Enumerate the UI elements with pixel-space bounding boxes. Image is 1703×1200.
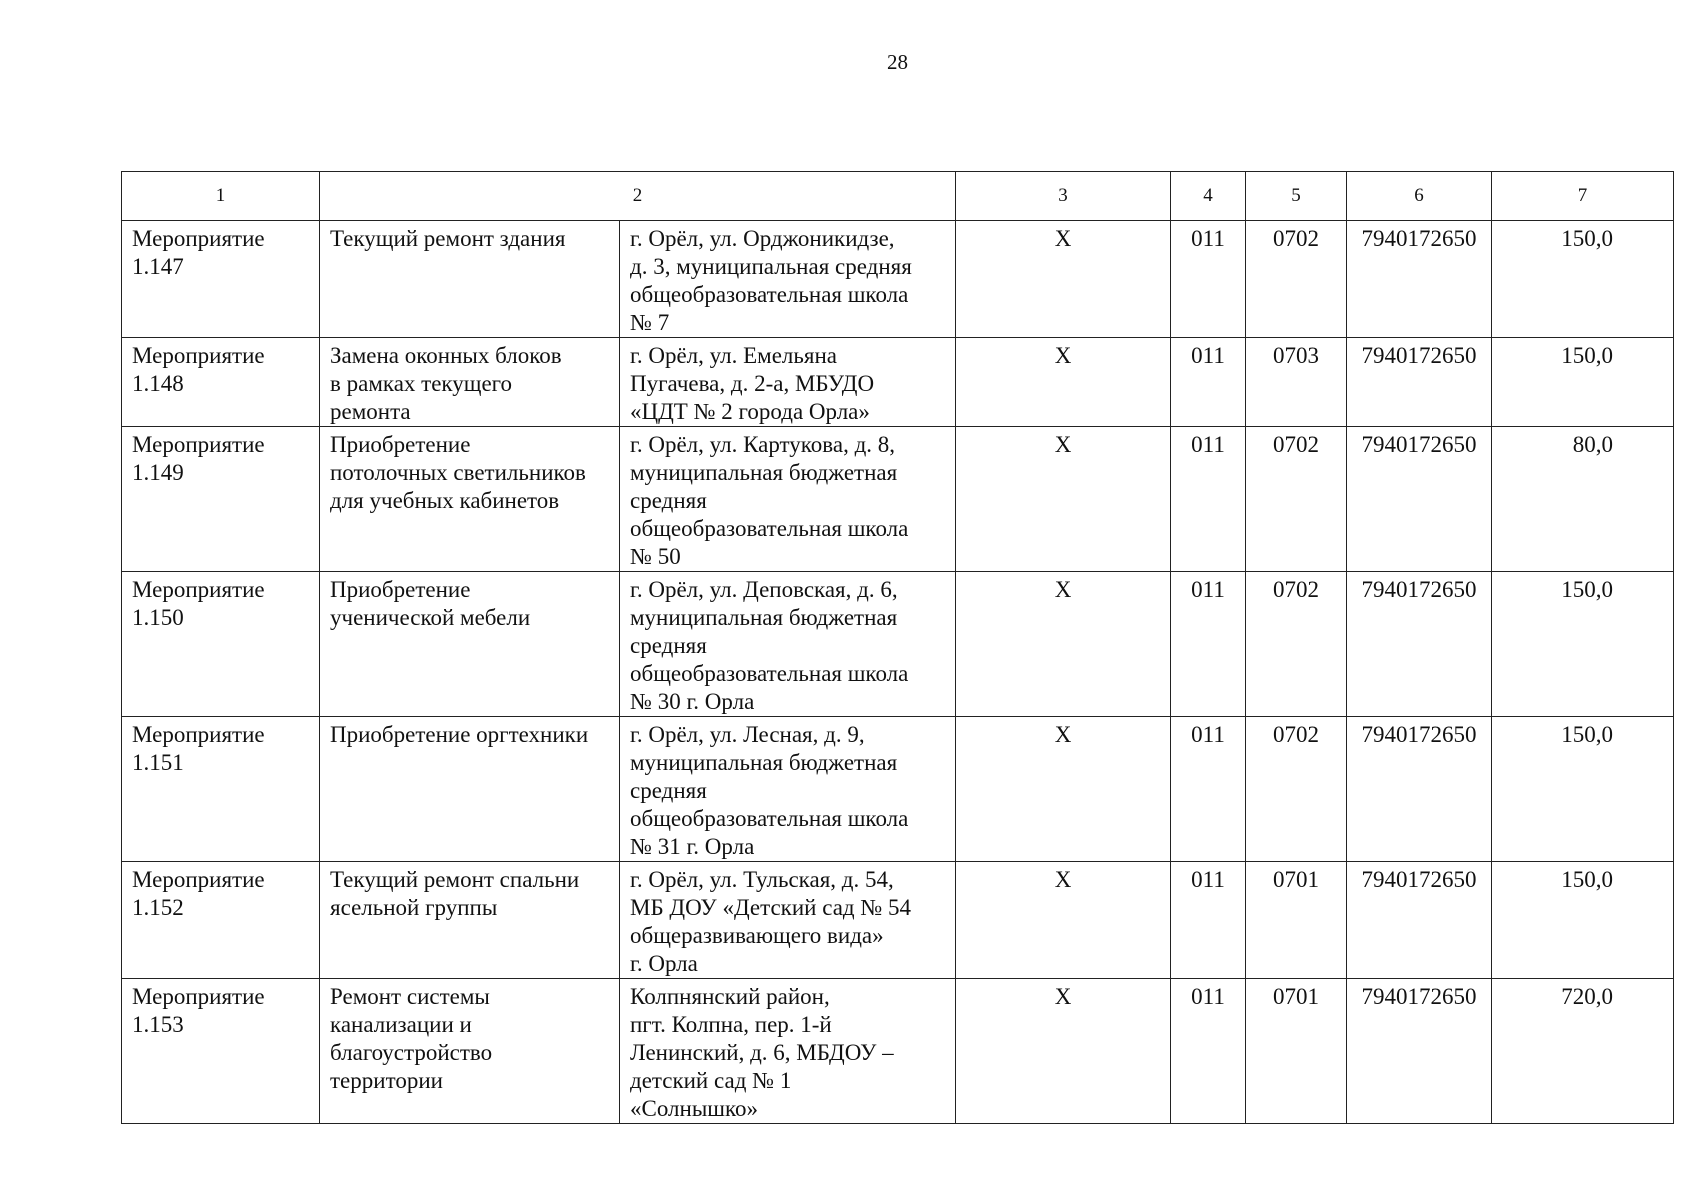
header-col-7: 7 bbox=[1492, 172, 1674, 221]
cell-address: г. Орёл, ул. Картукова, д. 8, муниципальная бюджетная средняя общеобразовательная школа № 50 bbox=[620, 427, 956, 572]
header-col-3: 3 bbox=[956, 172, 1171, 221]
header-col-6: 6 bbox=[1347, 172, 1492, 221]
cell-event: Мероприятие 1.151 bbox=[122, 717, 320, 862]
cell-col3: Х bbox=[956, 862, 1171, 979]
cell-col6: 7940172650 bbox=[1347, 338, 1492, 427]
cell-col3: Х bbox=[956, 338, 1171, 427]
cell-col3: Х bbox=[956, 717, 1171, 862]
header-row bbox=[122, 172, 1674, 221]
cell-col4: 011 bbox=[1171, 862, 1246, 979]
table-row bbox=[122, 338, 1674, 427]
cell-address: г. Орёл, ул. Емельяна Пугачева, д. 2-а, МБУДО «ЦДТ № 2 города Орла» bbox=[620, 338, 956, 427]
cell-name: Приобретение потолочных светильников для учебных кабинетов bbox=[320, 427, 620, 572]
cell-col5: 0703 bbox=[1246, 338, 1347, 427]
cell-name: Приобретение оргтехники bbox=[320, 717, 620, 862]
cell-col6: 7940172650 bbox=[1347, 717, 1492, 862]
cell-col7: 150,0 bbox=[1492, 572, 1674, 717]
cell-col4: 011 bbox=[1171, 338, 1246, 427]
cell-event: Мероприятие 1.152 bbox=[122, 862, 320, 979]
cell-address: г. Орёл, ул. Орджоникидзе, д. 3, муниципальная средняя общеобразовательная школа № 7 bbox=[620, 221, 956, 338]
cell-address: г. Орёл, ул. Лесная, д. 9, муниципальная бюджетная средняя общеобразовательная школа № 31 г. Орла bbox=[620, 717, 956, 862]
cell-address: Колпнянский район, пгт. Колпна, пер. 1-й Ленинский, д. 6, МБДОУ – детский сад № 1 «Солнышко» bbox=[620, 979, 956, 1124]
cell-col6: 7940172650 bbox=[1347, 572, 1492, 717]
cell-col4: 011 bbox=[1171, 717, 1246, 862]
cell-col3: Х bbox=[956, 427, 1171, 572]
cell-name: Ремонт системы канализации и благоустройство территории bbox=[320, 979, 620, 1124]
cell-col5: 0702 bbox=[1246, 221, 1347, 338]
cell-event: Мероприятие 1.150 bbox=[122, 572, 320, 717]
cell-col4: 011 bbox=[1171, 979, 1246, 1124]
cell-col3: Х bbox=[956, 221, 1171, 338]
cell-col7: 150,0 bbox=[1492, 717, 1674, 862]
cell-col7: 80,0 bbox=[1492, 427, 1674, 572]
cell-address: г. Орёл, ул. Тульская, д. 54, МБ ДОУ «Детский сад № 54 общеразвивающего вида» г. Орла bbox=[620, 862, 956, 979]
cell-event: Мероприятие 1.148 bbox=[122, 338, 320, 427]
activities-table bbox=[121, 171, 1674, 1124]
cell-col5: 0701 bbox=[1246, 979, 1347, 1124]
header-col-2: 2 bbox=[320, 172, 956, 221]
cell-col4: 011 bbox=[1171, 572, 1246, 717]
header-col-4: 4 bbox=[1171, 172, 1246, 221]
header-col-1: 1 bbox=[122, 172, 320, 221]
cell-col3: Х bbox=[956, 572, 1171, 717]
cell-col6: 7940172650 bbox=[1347, 427, 1492, 572]
cell-event: Мероприятие 1.153 bbox=[122, 979, 320, 1124]
cell-col4: 011 bbox=[1171, 427, 1246, 572]
table-row bbox=[122, 221, 1674, 338]
cell-col5: 0702 bbox=[1246, 427, 1347, 572]
cell-col4: 011 bbox=[1171, 221, 1246, 338]
cell-event: Мероприятие 1.149 bbox=[122, 427, 320, 572]
cell-name: Текущий ремонт спальни ясельной группы bbox=[320, 862, 620, 979]
cell-col5: 0702 bbox=[1246, 572, 1347, 717]
cell-col7: 150,0 bbox=[1492, 862, 1674, 979]
cell-col3: Х bbox=[956, 979, 1171, 1124]
cell-col7: 150,0 bbox=[1492, 221, 1674, 338]
cell-col6: 7940172650 bbox=[1347, 979, 1492, 1124]
page-number: 28 bbox=[887, 50, 908, 74]
cell-col7: 720,0 bbox=[1492, 979, 1674, 1124]
cell-col5: 0702 bbox=[1246, 717, 1347, 862]
table-row bbox=[122, 979, 1674, 1124]
table-row bbox=[122, 427, 1674, 572]
table-row bbox=[122, 862, 1674, 979]
cell-col6: 7940172650 bbox=[1347, 862, 1492, 979]
cell-address: г. Орёл, ул. Деповская, д. 6, муниципальная бюджетная средняя общеобразовательная школа № 30 г. Орла bbox=[620, 572, 956, 717]
cell-col5: 0701 bbox=[1246, 862, 1347, 979]
cell-name: Приобретение ученической мебели bbox=[320, 572, 620, 717]
cell-event: Мероприятие 1.147 bbox=[122, 221, 320, 338]
cell-name: Замена оконных блоков в рамках текущего ремонта bbox=[320, 338, 620, 427]
table-row bbox=[122, 717, 1674, 862]
cell-name: Текущий ремонт здания bbox=[320, 221, 620, 338]
cell-col6: 7940172650 bbox=[1347, 221, 1492, 338]
cell-col7: 150,0 bbox=[1492, 338, 1674, 427]
table-row bbox=[122, 572, 1674, 717]
header-col-5: 5 bbox=[1246, 172, 1347, 221]
